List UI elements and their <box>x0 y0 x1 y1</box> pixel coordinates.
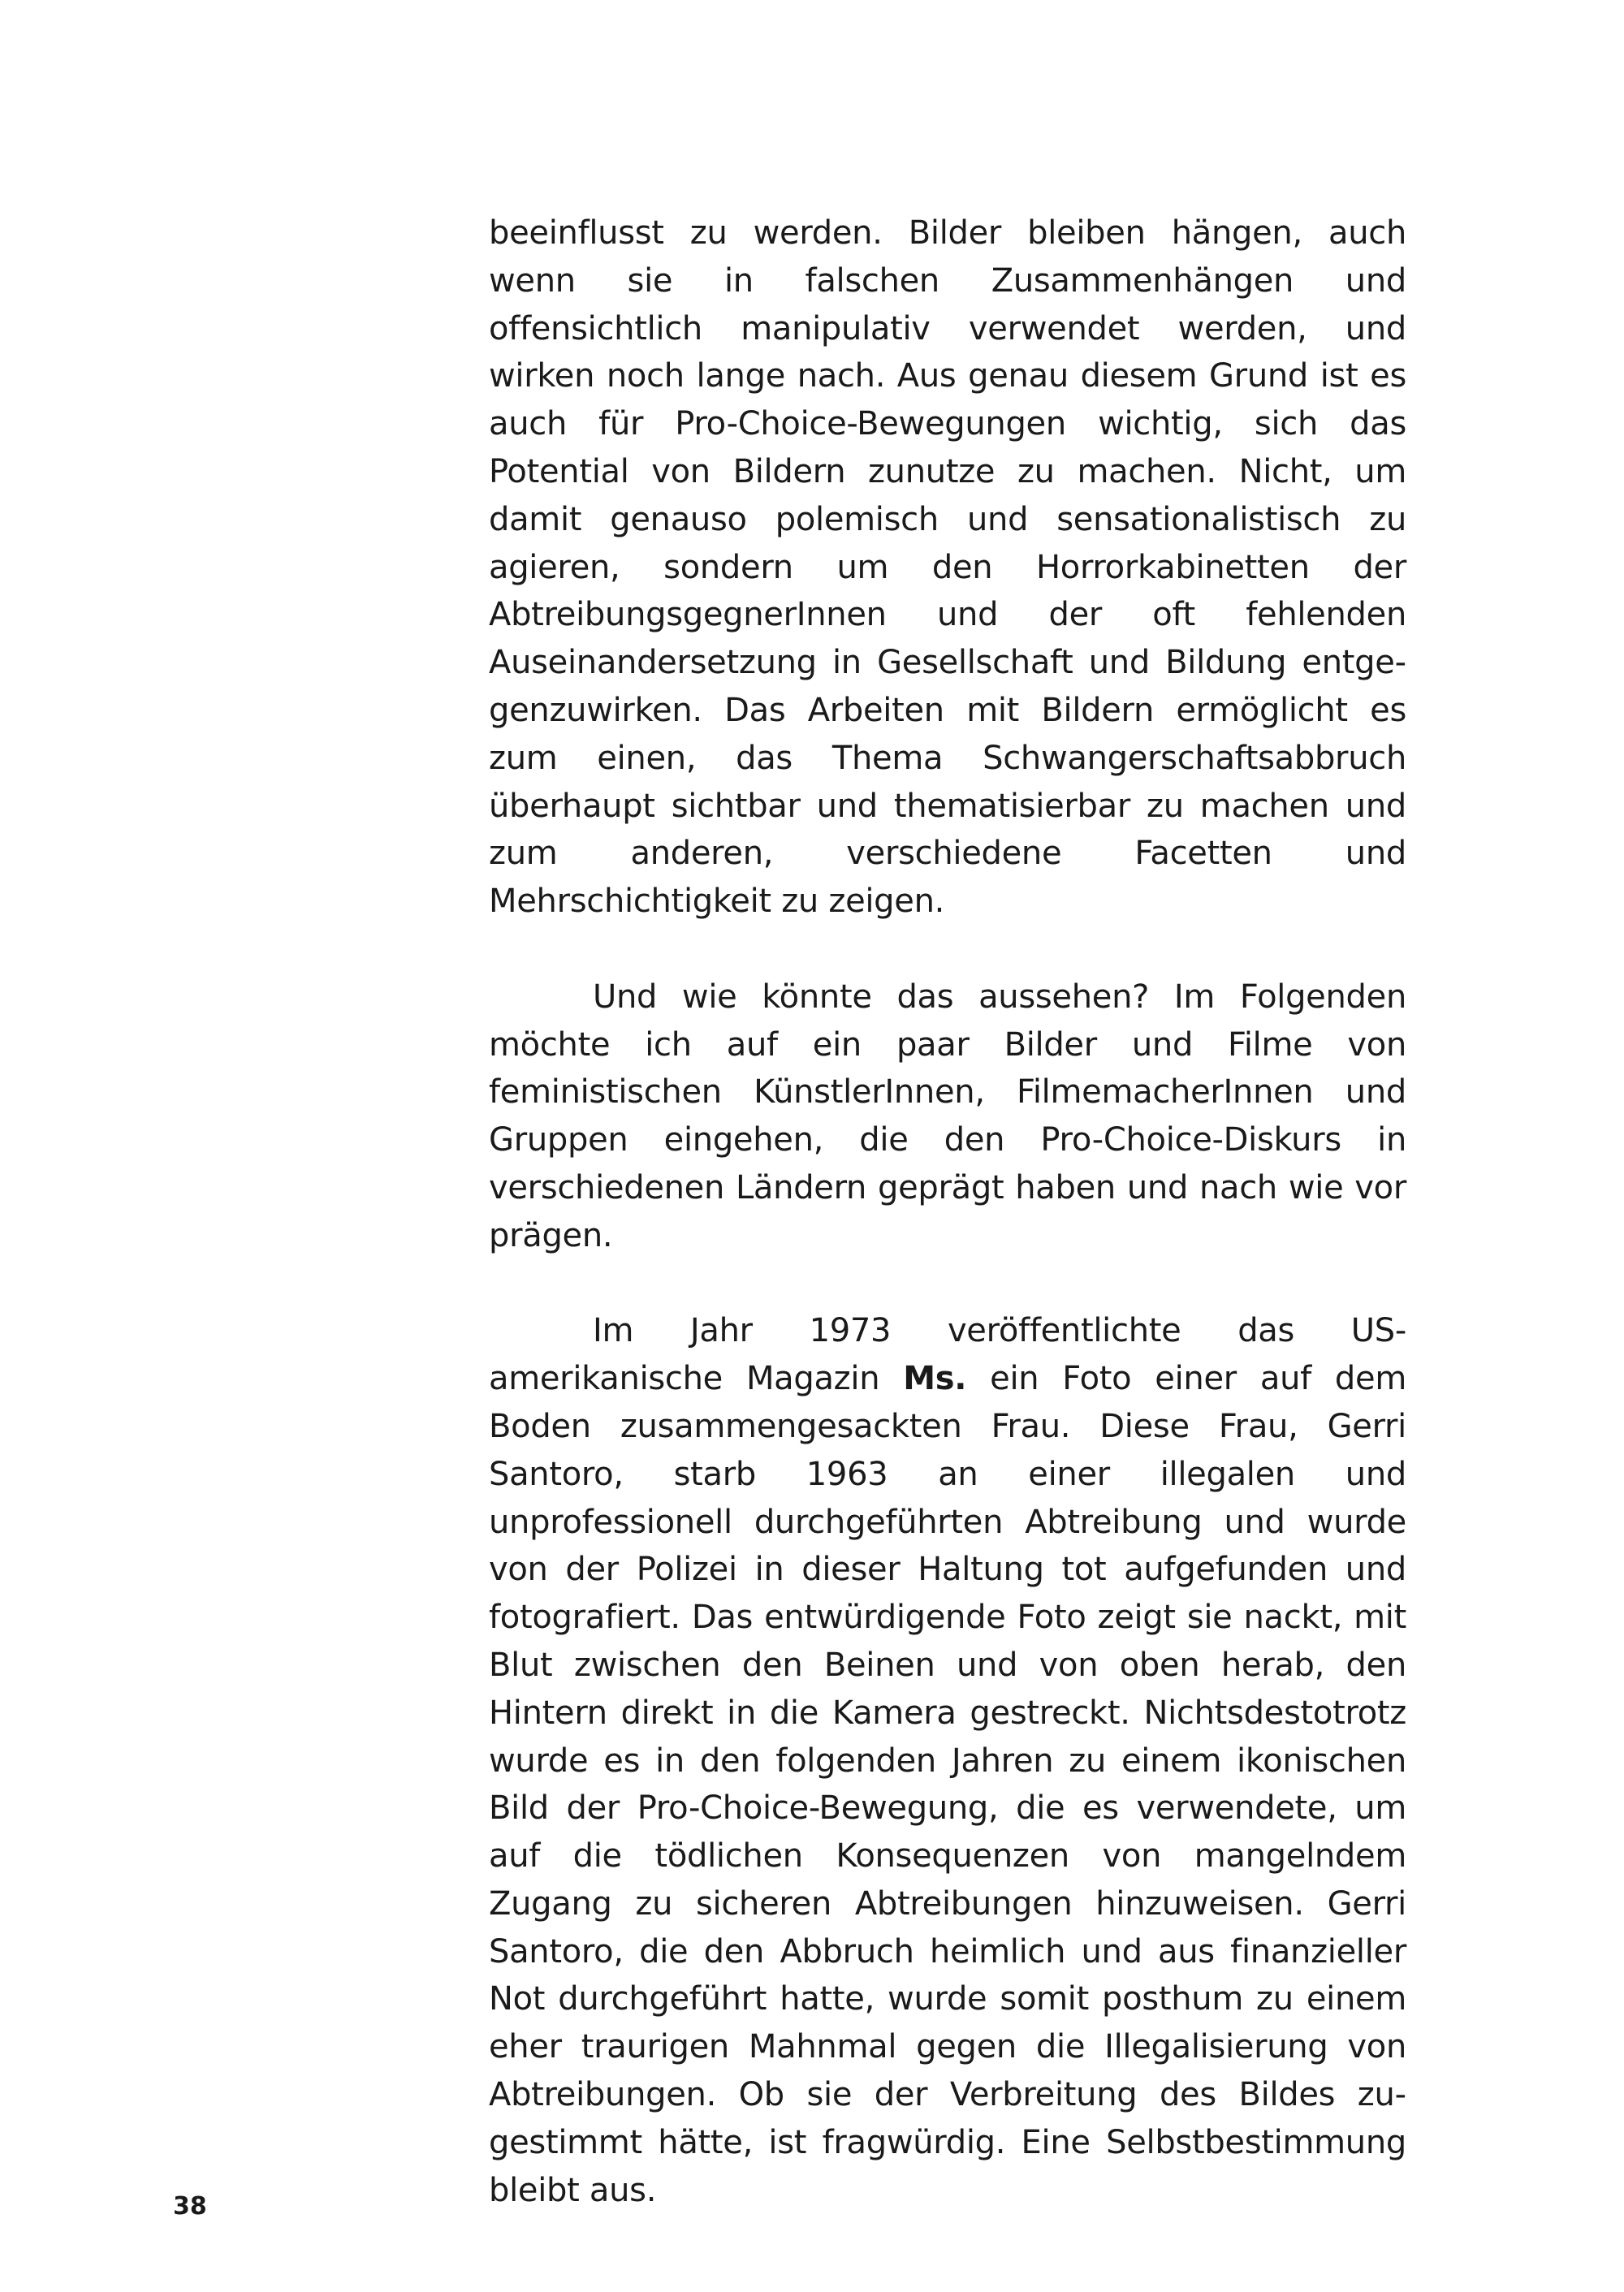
paragraph-3-text-after: ein Foto einer auf dem Boden zusammengesackten Frau. Diese Frau, Gerri Santoro, starb 1963 an einer illegalen und unprofessionell durchgeführten Abtreibung und wurde von der Polizei in dieser Haltung tot aufgefunden und fotografiert. Das entwürdigende Foto zeigt sie nackt, mit Blut zwischen den Beinen und von oben herab, den Hintern direkt in die Kamera gestreckt. Nichtsdestotrotz wurde es in den folgenden Jahren zu einem ikonischen Bild der Pro-Choice-Bewegung, die es verwendete, um auf die tödlichen Konsequenzen von mangelndem Zugang zu sicheren Abtreibungen hinzuweisen. Gerri Santoro, die den Abbruch heimlich und aus finanzieller Not durchgeführt hatte, wurde somit posthum zu einem eher traurigen Mahnmal gegen die Illegalisierung von Abtreibungen. Ob sie der Verbreitung des Bildes zugestimmt hätte, ist fragwürdig. Eine Selbstbestimmung bleibt aus. <box>489 1360 1407 2209</box>
page-number: 38 <box>173 2192 207 2221</box>
paragraph-3 <box>489 1307 1406 2214</box>
magazine-title-ms: Ms. <box>903 1360 967 1398</box>
paragraph-3-text-before: Im Jahr 1973 veröffentlichte das US-amerikanische Magazin <box>489 1312 1406 1398</box>
paragraph-1: beeinflusst zu werden. Bilder bleiben hängen, auch wenn sie in falschen Zusammenhängen und offensichtlich manipulativ verwendet werden, und wirken noch lange nach. Aus genau diesem Grund ist es auch für Pro-Choice-Bewegungen wichtig, sich das Potential von Bildern zunutze zu machen. Nicht, um damit genauso polemisch und sensationalistisch zu agieren, sondern um den Horrorkabinetten der AbtreibungsgegnerInnen und der oft fehlenden Auseinandersetzung in Gesellschaft und Bildung entgegenzuwirken. Das Arbeiten mit Bildern ermöglicht es zum einen, das Thema Schwangerschaftsabbruch überhaupt sichtbar und thematisierbar zu machen und zum anderen, verschiedene Facetten und Mehrschichtigkeit zu zeigen. <box>489 214 1406 921</box>
paragraph-2: Und wie könnte das aussehen? Im Folgenden möchte ich auf ein paar Bilder und Filme von feministischen KünstlerInnen, FilmemacherInnen und Gruppen eingehen, die den Pro-Choice-Diskurs in verschiedenen Ländern geprägt haben und nach wie vor prägen. <box>489 978 1406 1254</box>
body-text-column <box>489 209 1406 2214</box>
